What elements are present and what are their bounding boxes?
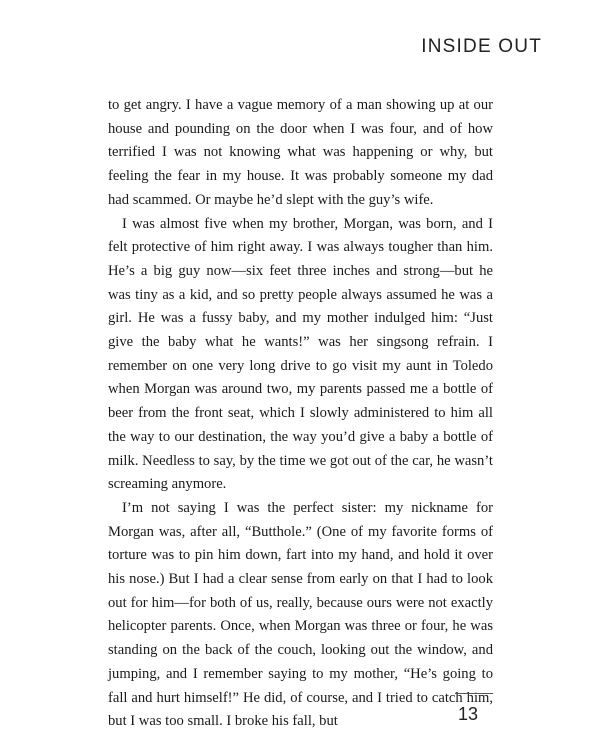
page-number: 13 — [458, 704, 479, 724]
paragraph-1: to get angry. I have a vague memory of a man showing up at our house and pounding on the door when I was four, and of how terrified I was not knowing what was happening or why, but feeling the fear in my house. It was probably someone my dad had scammed. Or maybe he’d slept with the guy’s wife. — [108, 97, 493, 208]
footer-rule — [455, 693, 493, 694]
running-head-title: INSIDE OUT — [421, 36, 542, 57]
body-text — [108, 94, 493, 734]
paragraph-2: I was almost five when my brother, Morgan, was born, and I felt protective of him right away. I was always tougher than him. He’s a big guy now—six feet three inches and strong—but he was tiny as a kid, and so pretty people always assumed he was a girl. He was a fussy baby, and my mother indulged him: “Just give the baby what he wants!” was her singsong refrain. I remember on one very long drive to go visit my aunt in Toledo when Morgan was around two, my parents passed me a bottle of beer from the front seat, which I slowly administered to him all the way to our destination, the way you’d give a baby a bottle of milk. Needless to say, by the time we got out of the car, he wasn’t screaming anymore. — [108, 215, 493, 493]
paragraph-3: I’m not saying I was the perfect sister: my nickname for Morgan was, after all, “Butthole.” (One of my favorite forms of torture was to pin him down, fart into my hand, and hold it over his nose.) But I had a clear sense from early on that I had to look out for him—for both of us, really, because ours were not exactly helicopter parents. Once, when Morgan was three or four, he was standing on the back of the couch, looking out the window, and jumping, and I remember saying to my mother, “He’s going to fall and hurt himself!” He did, of course, and I tried to catch him, but I was too small. I broke his fall, but — [108, 499, 493, 730]
